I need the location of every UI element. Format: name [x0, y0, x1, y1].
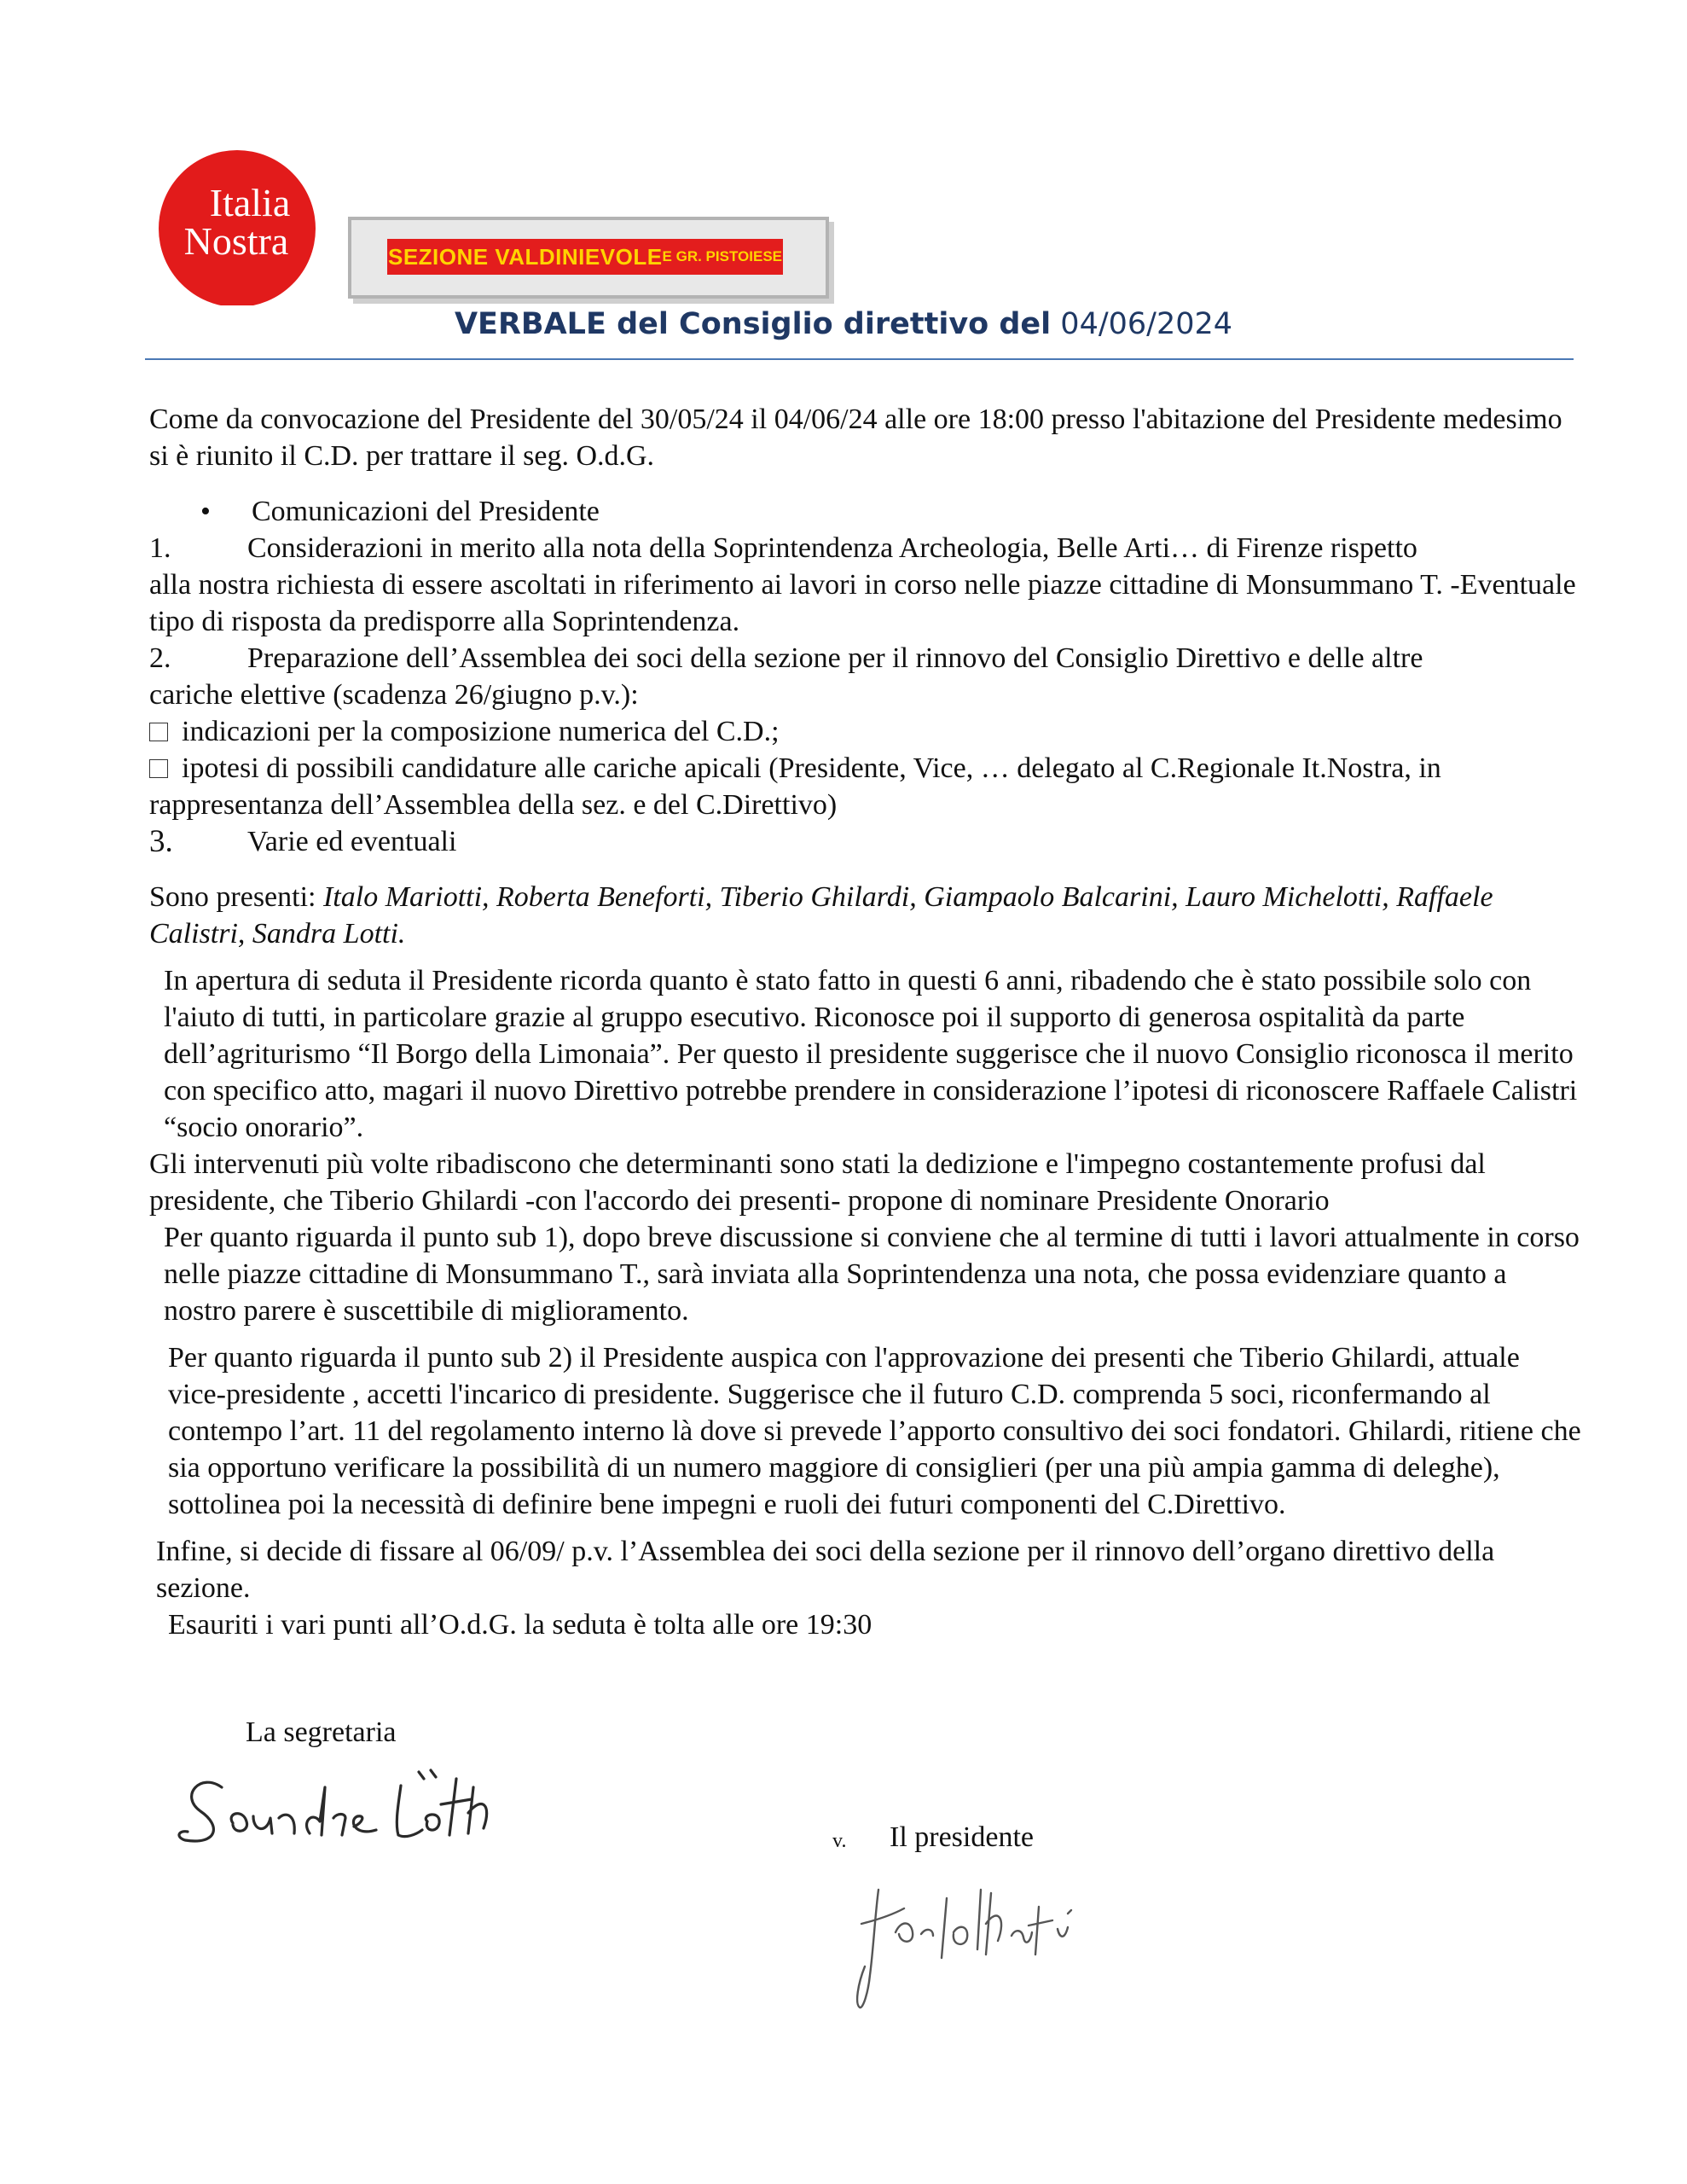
president-signature: [844, 1873, 1100, 2018]
secretary-signature: [175, 1762, 559, 1860]
attendees-names: Italo Mariotti, Roberta Beneforti, Tiberio Ghilardi, Giampaolo Balcarini, Lauro Michelotti, Raffaele Calistri, Sandra Lotti.: [149, 881, 1493, 950]
document-title: [0, 307, 1687, 341]
title-divider: [145, 358, 1574, 360]
spacer: [149, 1523, 1582, 1533]
president-label: Il presidente: [890, 1821, 1034, 1853]
paragraph-interventions: Gli intervenuti più volte ribadiscono che determinanti sono stati la dedizione e l'impegno costantemente profusi dal presidente, che Tiberio Ghilardi -con l'accordo dei presenti- propone di nominare Presidente Onorario: [149, 1148, 1486, 1217]
spacer: [149, 860, 1582, 879]
agenda-item-3-number: 3.: [149, 824, 173, 859]
paragraph-point-1: Per quanto riguarda il punto sub 1), dopo breve discussione si conviene che al termine di tutti i lavori attualmente in corso nelle piazze cittadine di Monsummano T., sarà inviata alla Soprintendenza una nota, che possa evidenziare quanto a nostro parere è suscettibile di miglioramento.: [164, 1222, 1580, 1327]
section-label: [387, 239, 783, 275]
attendees-paragraph: [149, 879, 1582, 952]
agenda-comunicazioni: Comunicazioni del Presidente: [252, 496, 600, 527]
agenda-bullet-item: [149, 493, 1582, 530]
agenda-subitem-b: [149, 750, 1582, 823]
agenda-item-1-continuation: alla nostra richiesta di essere ascoltati in riferimento ai lavori in corso nelle piazze cittadine di Monsummano T. -Eventuale tipo di risposta da predisporre alla Soprintendenza.: [149, 569, 1576, 637]
agenda-item-1-number: 1.: [149, 532, 171, 564]
agenda-item-3: [149, 823, 1582, 860]
agenda-item-2-number: 2.: [149, 642, 171, 674]
spacer: [149, 474, 1582, 493]
paragraph-point-2: Per quanto riguarda il punto sub 2) il Presidente auspica con l'approvazione dei presenti che Tiberio Ghilardi, attuale vice-presidente , accetti l'incarico di presidente. Suggerisce che il futuro C.D. comprenda 5 soci, riconfermando al contempo l’art. 11 del regolamento interno là dove si prevede l’apporto consultivo dei soci fondatori. Ghilardi, ritiene che sia opportuno verificare la possibilità di un numero maggiore di consiglieri (per una più ampia gamma di deleghe), sottolinea poi la necessità di definire bene impegni e ruoli dei futuri componenti del C.Direttivo.: [168, 1342, 1581, 1520]
agenda-item-3-text: Varie ed eventuali: [247, 826, 457, 857]
logo-text-italia: Italia: [209, 181, 291, 224]
agenda-subitem-b-text: ipotesi di possibili candidature alle cariche apicali (Presidente, Vice, … delegato al C.Regionale It.Nostra, in rappresentanza dell’Assemblea della sez. e del C.Direttivo): [149, 752, 1441, 821]
spacer: [149, 1329, 1582, 1339]
agenda-subitem-a-text: indicazioni per la composizione numerica del C.D.;: [182, 716, 780, 747]
section-banner: [348, 217, 829, 299]
attendees-label: Sono presenti:: [149, 881, 323, 913]
logo-text-nostra: Nostra: [183, 219, 289, 263]
bullet-icon: •: [200, 496, 211, 527]
secretary-label: La segretaria: [246, 1716, 397, 1748]
agenda-item-1: [149, 530, 1582, 566]
paragraph-assembly-date: Infine, si decide di fissare al 06/09/ p.v. l’Assemblea dei soci della sezione per il rinnovo dell’organo direttivo della sezione.: [156, 1536, 1495, 1604]
agenda-item-2: [149, 640, 1582, 677]
document-body: [149, 401, 1582, 1643]
section-small-text: E GR. PISTOIESE: [662, 248, 782, 264]
title-date: 04/06/2024: [1060, 307, 1233, 341]
agenda-subitem-a: [149, 713, 1582, 750]
italia-nostra-logo: [149, 145, 330, 305]
agenda-item-2-continuation: cariche elettive (scadenza 26/giugno p.v.):: [149, 679, 639, 711]
paragraph-opening: In apertura di seduta il Presidente ricorda quanto è stato fatto in questi 6 anni, ribadendo che è stato possibile solo con l'aiuto di tutti, in particolare grazie al gruppo esecutivo. Riconosce poi il supporto di generosa ospitalità da parte dell’agriturismo “Il Borgo della Limonaia”. Per questo il presidente suggerisce che il nuovo Consiglio riconosca il merito con specifico atto, magari il nuovo Direttivo potrebbe prendere in considerazione l’ipotesi di riconoscere Raffaele Calistri “socio onorario”.: [164, 965, 1578, 1143]
title-text: VERBALE del Consiglio direttivo del: [454, 307, 1052, 341]
checkbox-icon: [149, 759, 168, 778]
agenda-item-2-text: Preparazione dell’Assemblea dei soci della sezione per il rinnovo del Consiglio Direttivo e delle altre: [247, 642, 1423, 674]
intro-paragraph: Come da convocazione del Presidente del 30/05/24 il 04/06/24 alle ore 18:00 presso l'abitazione del Presidente medesimo si è riunito il C.D. per trattare il seg. O.d.G.: [149, 404, 1562, 472]
agenda-item-1-text: Considerazioni in merito alla nota della Soprintendenza Archeologia, Belle Arti… di Firenze rispetto: [247, 532, 1417, 564]
spacer: [149, 952, 1582, 962]
v-label: v.: [832, 1830, 847, 1852]
section-main-text: SEZIONE VALDINIEVOLE: [387, 243, 663, 270]
paragraph-closing: Esauriti i vari punti all’O.d.G. la seduta è tolta alle ore 19:30: [168, 1609, 872, 1641]
checkbox-icon: [149, 723, 168, 741]
